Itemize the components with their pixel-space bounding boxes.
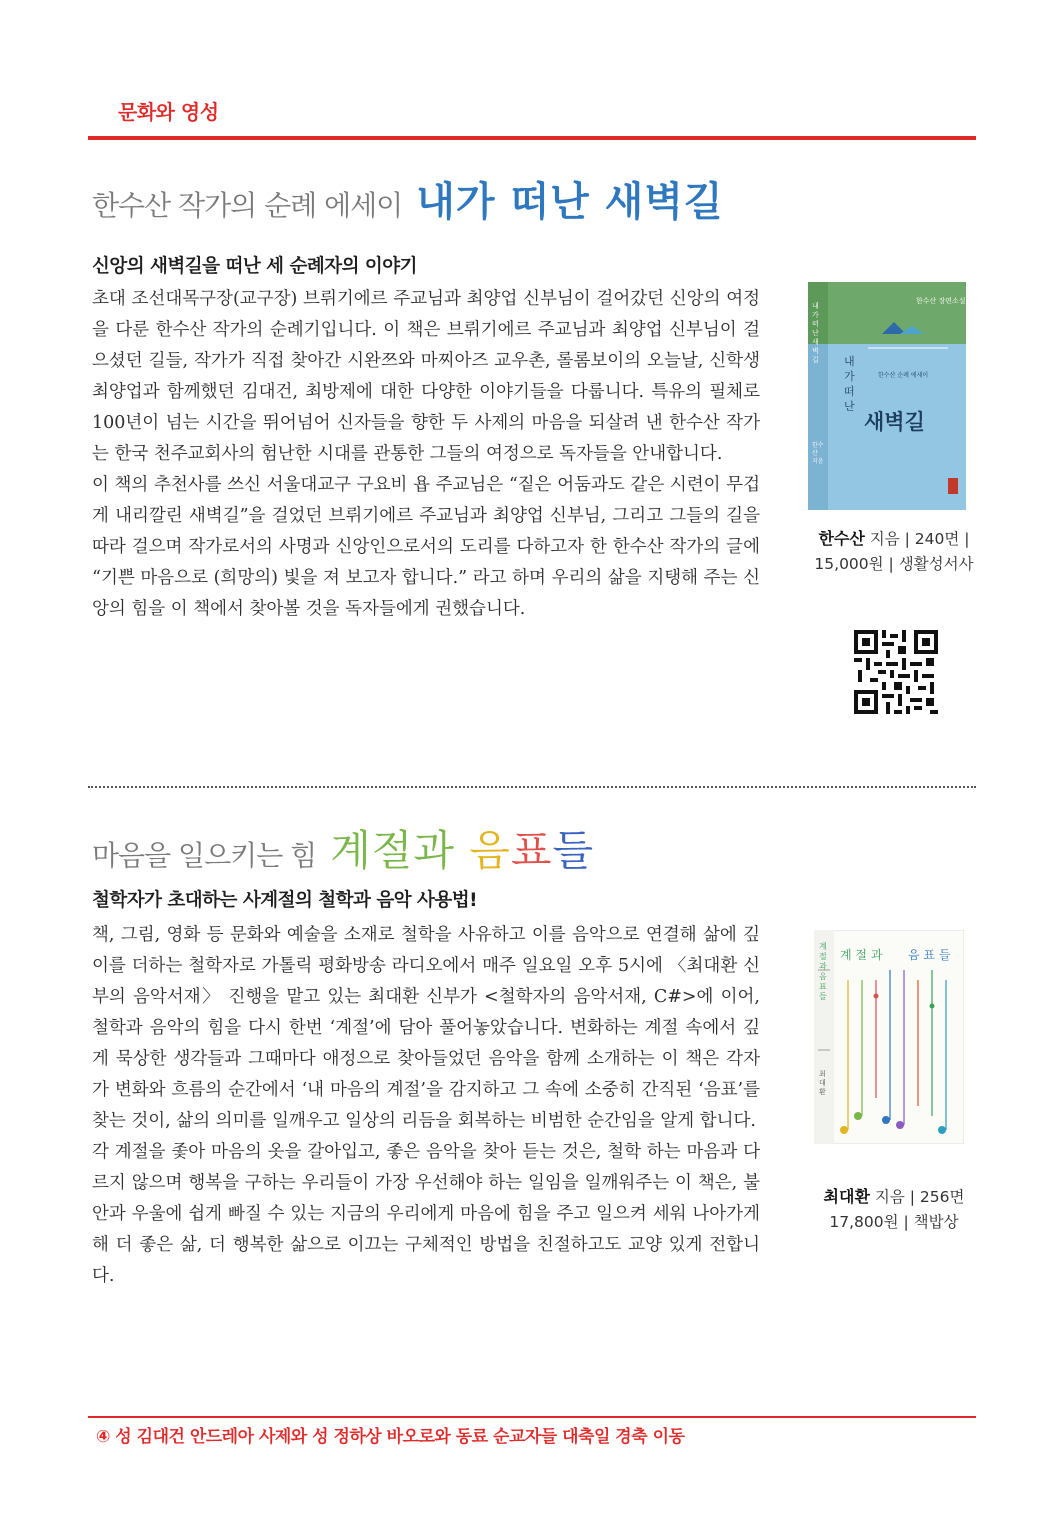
section-label: 문화와 영성 <box>118 100 219 124</box>
cover2-title-right: 음 표 들 <box>908 948 951 962</box>
article1-paragraph: 이 책의 추천사를 쓰신 서울대교구 구요비 욥 주교님은 “짙은 어둠과도 같은 시련이 무겁게 내리깔린 새벽길”을 걸었던 브뤼기에르 주교님과 최양업 신부님, 그리고 그들의 길을 따라 걸으며 작가로서의 사명과 신앙인으로서의 도리를 다하고자 한 한수산 작가의 글에 “기쁜 마음으로 (희망의) 빛을 져 보고자 합니다.” 라고 하며 우리의 삶을 지탱해 주는 신앙의 힘을 이 책에서 찾아볼 것을 독자들에게 권했습니다. <box>92 475 760 619</box>
title-char: 과 <box>413 826 470 875</box>
article2-heading-prefix: 마음을 일으키는 힘 <box>92 839 317 872</box>
cover-spine-title: 내가 떠난 새벽길 <box>812 302 819 364</box>
article1-heading-title: 내가 떠난 새벽길 <box>416 179 724 225</box>
header-rule <box>88 136 976 140</box>
cover-title-stack <box>844 354 855 414</box>
title-char: 표 <box>510 826 553 875</box>
article1-heading <box>92 170 724 227</box>
qr-code[interactable] <box>854 630 938 714</box>
book2-price-publisher: 17,800원 | 책밥상 <box>829 1213 959 1231</box>
cover2-title-left: 계 절 과 <box>840 948 883 962</box>
article2-body <box>92 920 760 1292</box>
article2-heading-title <box>330 818 594 878</box>
article1-body <box>92 284 760 625</box>
footer-rule <box>88 1416 976 1418</box>
article1-heading-prefix: 한수산 작가의 순례 에세이 <box>92 189 403 222</box>
article2-lead: 철학자가 초대하는 사계절의 철학과 음악 사용법! <box>92 890 478 911</box>
cover-title-char: 가 <box>844 370 855 383</box>
book1-price-publisher: 15,000원 | 생활성서사 <box>814 555 974 573</box>
book1-caption <box>804 526 984 577</box>
book-cover-art <box>808 282 966 510</box>
title-char: 음 <box>469 826 511 875</box>
cover-author-top: 한수산 장편소설 <box>916 297 966 305</box>
article1-paragraph: 초대 조선대목구장(교구장) 브뤼기에르 주교님과 최양업 신부님이 걸어갔던 신앙의 여정을 다룬 한수산 작가의 순례기입니다. 이 책은 브뤼기에르 주교님과 최양업 신부님이 걸으셨던 길들, 작가가 직접 찾아간 시완쯔와 마찌아즈 교우촌, 롤롬보이의 오늘날, 신학생 최양업과 함께했던 김대건, 최방제에 대한 다양한 이야기들을 다룹니다. 특유의 필체로 100년이 넘는 시간을 뛰어넘어 신자들을 향한 두 사제의 마음을 되살려 낸 한수산 작가는 한국 천주교회사의 험난한 시대를 관통한 그들의 여정으로 독자들을 안내합니다. <box>92 289 760 464</box>
cover-subtitle: 한수산 순례 에세이 <box>878 372 929 379</box>
article2-heading <box>92 818 594 878</box>
cover-spine-author: 한수산 지음 <box>812 442 824 465</box>
title-char: 들 <box>552 826 595 875</box>
title-char: 절 <box>371 826 414 875</box>
cover2-spine-title: 계절과 음표들 <box>819 942 827 1001</box>
book1-author: 한수산 <box>818 529 865 548</box>
book-cover-seasons-notes <box>814 930 964 1144</box>
book2-author: 최대환 <box>823 1187 870 1206</box>
cover-title-char: 내 <box>844 355 855 368</box>
book-cover-dawn-road <box>808 282 966 510</box>
book2-caption <box>804 1184 984 1235</box>
section-separator <box>88 786 976 788</box>
book2-meta: 지음 | 256면 <box>874 1188 965 1206</box>
cover-title-char: 떠 <box>844 385 855 398</box>
cover-title-char: 난 <box>844 400 855 413</box>
article2-paragraph: 책, 그림, 영화 등 문화와 예술을 소재로 철학을 사유하고 이를 음악으로 연결해 삶에 깊이를 더하는 철학자로 가톨릭 평화방송 라디오에서 매주 일요일 오후 5시에 〈최대환 신부의 음악서재〉 진행을 맡고 있는 최대환 신부가 <철학자의 음악서재, C#>에 이어, 철학과 음악의 힘을 다시 한번 ‘계절’에 담아 풀어놓았습니다. 변화하는 계절 속에서 깊게 묵상한 생각들과 그때마다 애정으로 찾아들었던 음악을 함께 소개하는 이 책은 각자가 변화와 흐름의 순간에서 ‘내 마음의 계절’을 감지하고 그 속에 소중히 간직된 ‘음표’를 찾는 것이, 삶의 의미를 일깨우고 일상의 리듬을 회복하는 비범한 순간임을 알게 합니다. <box>92 925 760 1131</box>
article1-lead: 신앙의 새벽길을 떠난 세 순례자의 이야기 <box>92 256 418 277</box>
title-char: 계 <box>330 826 372 875</box>
article2-paragraph: 각 계절을 좇아 마음의 옷을 갈아입고, 좋은 음악을 찾아 듣는 것은, 철학 하는 마음과 다르지 않으며 행복을 구하는 우리들이 가장 우선해야 하는 일임을 일깨워주는 이 책은, 불안과 우울에 쉽게 빠질 수 있는 지금의 우리에게 마음에 힘을 주고 일으켜 세워 나아가게 해 더 좋은 삶, 더 행복한 삶으로 이끄는 구체적인 방법을 친절하고도 교양 있게 전합니다. <box>92 1142 760 1286</box>
cover2-spine-author: 최대환 <box>819 1070 826 1096</box>
footnote: ④ 성 김대건 안드레아 사제와 성 정하상 바오로와 동료 순교자들 대축일 경축 이동 <box>96 1427 685 1447</box>
qr-code-icon <box>854 630 938 714</box>
cover-title-big: 새벽길 <box>864 410 925 434</box>
book1-meta: 지음 | 240면 | <box>869 530 970 548</box>
